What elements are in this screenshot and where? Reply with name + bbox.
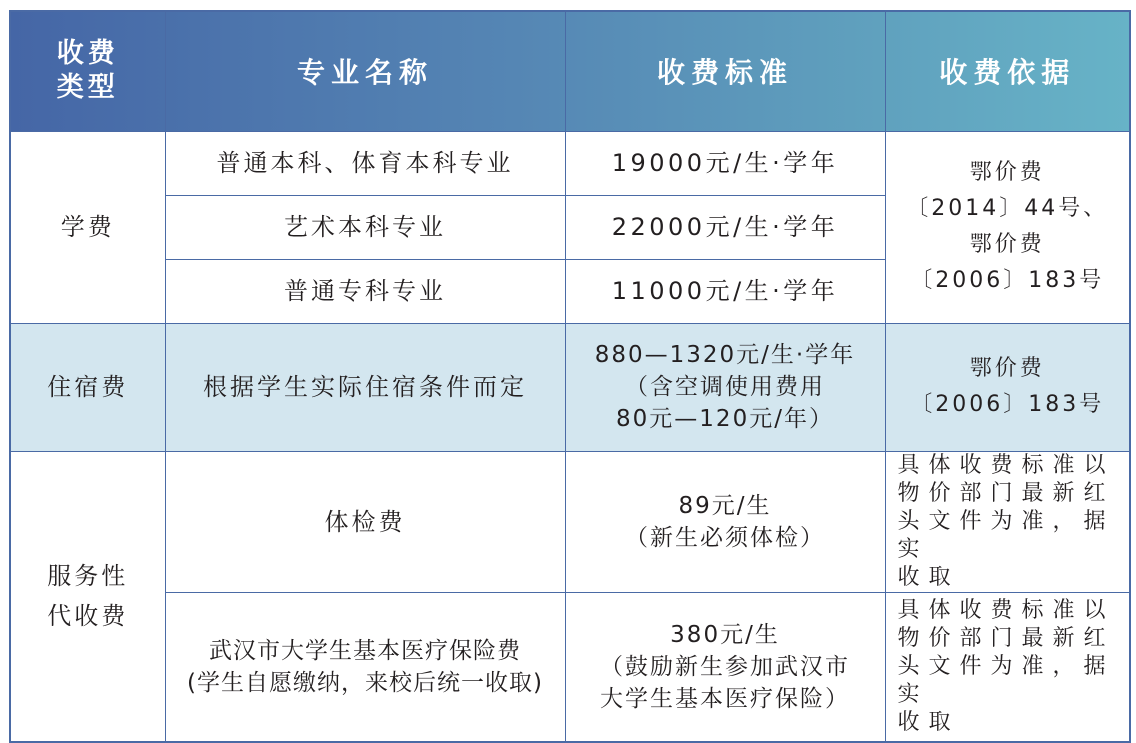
standard-cell: 380元/生 （鼓励新生参加武汉市 大学生基本医疗保险）: [565, 592, 885, 742]
standard-cell: 22000元/生·学年: [565, 195, 885, 259]
table-row: [10, 131, 1130, 195]
major-cell: 普通本科、体育本科专业: [165, 131, 565, 195]
major-cell: 艺术本科专业: [165, 195, 565, 259]
header-major-name: 专业名称: [165, 11, 565, 131]
header-fee-standard: 收费标准: [565, 11, 885, 131]
basis-tuition: 鄂价费 〔2014〕44号、 鄂价费 〔2006〕183号: [885, 131, 1130, 323]
major-cell: 武汉市大学生基本医疗保险费 (学生自愿缴纳，来校后统一收取): [165, 592, 565, 742]
table-row: [10, 451, 1130, 592]
standard-cell: 11000元/生·学年: [565, 259, 885, 323]
header-fee-basis: 收费依据: [885, 11, 1130, 131]
header-row: [10, 11, 1130, 131]
table-row: [10, 592, 1130, 742]
major-cell: 体检费: [165, 451, 565, 592]
category-tuition: 学费: [10, 131, 165, 323]
fee-table: [9, 10, 1131, 743]
major-cell: 根据学生实际住宿条件而定: [165, 323, 565, 451]
standard-cell: 19000元/生·学年: [565, 131, 885, 195]
basis-cell: 具体收费标准以 物价部门最新红 头文件为准，据实 收取: [885, 592, 1130, 742]
major-cell: 普通专科专业: [165, 259, 565, 323]
category-housing: 住宿费: [10, 323, 165, 451]
table-row: [10, 323, 1130, 451]
fee-table-container: [9, 10, 1129, 736]
header-fee-type: 收费 类型: [10, 11, 165, 131]
basis-cell: 具体收费标准以 物价部门最新红 头文件为准，据实 收取: [885, 451, 1130, 592]
category-service: 服务性 代收费: [10, 451, 165, 742]
basis-housing: 鄂价费 〔2006〕183号: [885, 323, 1130, 451]
standard-cell: 880—1320元/生·学年 （含空调使用费用 80元—120元/年）: [565, 323, 885, 451]
standard-cell: 89元/生 （新生必须体检）: [565, 451, 885, 592]
